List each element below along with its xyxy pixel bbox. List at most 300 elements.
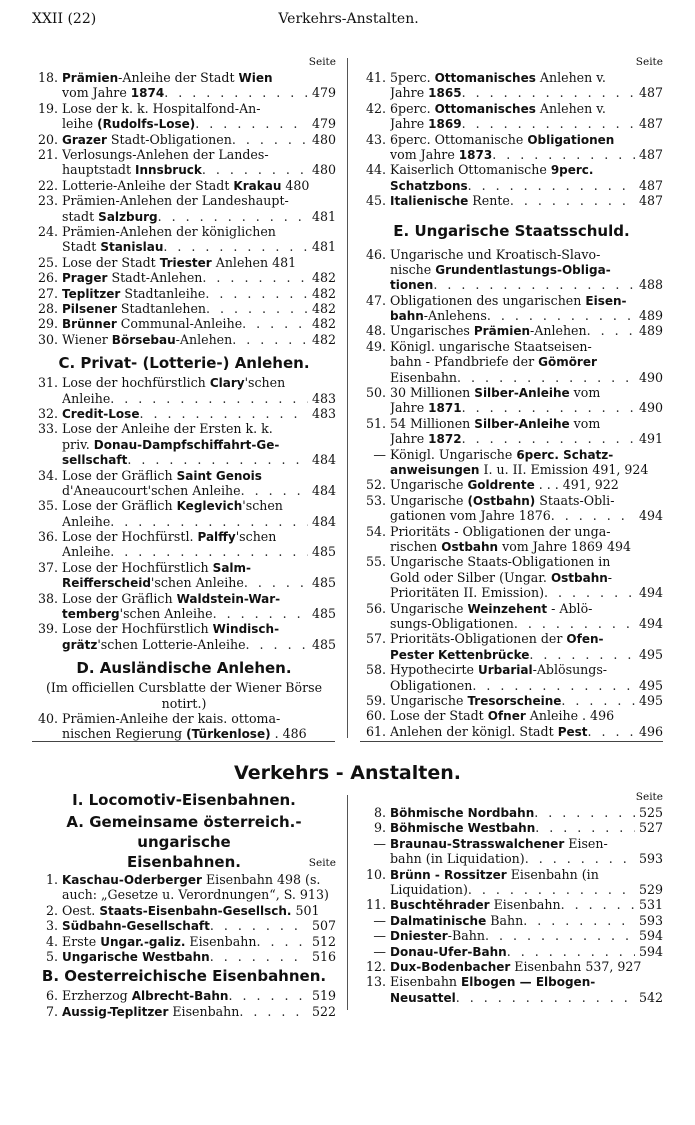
line-text: Pester Kettenbrücke [390,647,530,662]
entry-text [390,524,663,555]
list-item [360,805,663,820]
list-item [360,339,663,385]
list-item [360,601,663,632]
entry-text [62,286,336,301]
page-ref: 483 [311,390,336,406]
entry-number: 57. [365,631,386,647]
entry-number: 53. [365,492,386,508]
list-item [360,385,663,416]
entry-line [390,944,663,959]
entry-text [62,178,336,193]
entry-line [390,354,663,369]
entry-line [62,903,336,918]
leader-dots [551,508,635,523]
entry-number: 27. [37,285,58,301]
seite-label: Seite [308,857,336,869]
list-item [32,147,336,178]
leader-dots [587,323,635,338]
entry-text [390,447,663,478]
entry-line [390,70,663,85]
line-text: Kaiserlich Ottomanische 9perc. [390,162,594,178]
entry-line [62,301,336,316]
entry-number: 3. [45,918,58,934]
entry-number: 61. [365,723,386,739]
entry-list [32,711,336,742]
entry-line [62,637,336,652]
list-item [32,529,336,560]
leader-dots [514,616,635,631]
leader-dots [242,316,308,331]
list-item [32,918,336,933]
line-text: Obligationen [390,677,473,693]
line-text: Dux-Bodenbacher Eisenbahn 537, 927 [390,959,642,974]
list-item [360,820,663,835]
entry-list [32,375,336,652]
entry-number: 38. [37,590,58,606]
leader-dots [139,406,307,421]
entry-line [390,116,663,131]
entry-line [390,724,663,739]
line-text: gationen vom Jahre 1876 [390,508,551,524]
list-item [32,375,336,406]
leader-dots [246,637,308,652]
entry-number: 19. [37,100,58,116]
entry-number: — [373,835,386,851]
list-item [360,247,663,293]
line-text: nischen Regierung (Türkenlose) . 486 [62,726,307,742]
entry-text [390,867,663,898]
line-text: Lose der Hochfürstlich Salm- [62,559,252,575]
entry-text [62,903,336,918]
entry-text [62,1004,336,1019]
entry-line [62,85,336,100]
section-subtitle: (Im officiellen Cursblatte der Wiener Börse [45,680,323,696]
header-title: Verkehrs-Anstalten. [278,11,419,27]
entry-line [62,375,336,390]
entry-line [390,508,663,523]
entry-line [390,897,663,912]
line-text: Neusattel [390,990,456,1005]
entry-text [62,988,336,1003]
page-ref: 489 [638,308,663,324]
entry-line [62,421,336,436]
entry-text [62,872,336,903]
list-item [360,323,663,338]
entry-line [390,647,663,662]
line-text: Königl. Ungarische 6perc. Schatz- [390,446,614,462]
entry-line [390,101,663,116]
line-text: Lose der k. k. Hospitalfond-An- [62,100,261,116]
list-item [360,974,663,1005]
entry-text [390,693,663,708]
list-item [360,524,663,555]
line-text: Hypothecirte Urbarial-Ablösungs- [390,662,608,678]
entry-text [390,416,663,447]
entry-line [390,631,663,646]
list-item [32,286,336,301]
list-item [360,708,663,723]
line-text: Aussig-Teplitzer Eisenbahn [62,1003,240,1019]
line-text: bahn (in Liquidation) [390,851,525,867]
entry-number: 59. [365,692,386,708]
line-text: 30 Millionen Silber-Anleihe vom [390,385,601,401]
line-text: Teplitzer Stadtanleihe [62,285,206,301]
line-text: 5perc. Ottomanisches Anlehen v. [390,70,606,85]
entry-line [390,678,663,693]
entry-line [390,193,663,208]
entry-line [390,708,663,723]
entry-text [62,224,336,255]
entry-line [390,554,663,569]
entry-text [390,477,663,492]
list-item [360,132,663,163]
line-text: rischen Ostbahn vom Jahre 1869 494 [390,538,631,554]
list-item [32,101,336,132]
line-text: vom Jahre 1874 [62,85,165,101]
list-item [360,724,663,739]
page-ref: 527 [638,820,663,836]
entry-number: 48. [365,323,386,339]
page-ref: 480 [311,162,336,178]
leader-dots [228,988,307,1003]
page-ref: 488 [638,277,663,293]
line-text: Lose der Anleihe der Ersten k. k. [62,421,273,437]
entry-text [62,949,336,964]
entry-number: 4. [45,933,58,949]
line-text: Erste Ungar.-galiz. Eisenbahn [62,933,257,949]
entry-text [390,339,663,385]
page-ref: 487 [638,177,663,193]
line-text: stadt Salzburg [62,208,158,224]
page-ref: 482 [311,300,336,316]
leader-dots [507,944,635,959]
entry-text [390,554,663,600]
entry-line [62,162,336,177]
line-text: bahn-Anlehens [390,308,487,324]
page-ref: 525 [638,805,663,820]
leader-dots [206,301,308,316]
leader-dots [523,913,635,928]
entry-text [62,406,336,421]
leader-dots [210,949,308,964]
page-ref: 481 [311,239,336,255]
line-text: Jahre 1865 [390,85,462,101]
leader-dots [457,370,635,385]
entry-line [390,262,663,277]
entry-line [62,621,336,636]
entry-list [32,872,336,964]
leader-dots [468,178,635,193]
entry-number: — [373,446,386,462]
entry-line [62,1004,336,1019]
leader-dots [205,286,308,301]
entry-text [62,918,336,933]
entry-number: 34. [37,467,58,483]
leader-dots [202,270,308,285]
entry-line [390,851,663,866]
section-rule-right [360,741,663,742]
section-heading: Eisenbahnen. [127,853,241,871]
leader-dots [232,132,308,147]
leader-dots [485,928,635,943]
line-text: Dalmatinische Bahn [390,912,524,928]
entry-number: 6. [45,988,58,1004]
entry-number: 2. [45,902,58,918]
entry-line [390,147,663,162]
entry-number: 54. [365,523,386,539]
leader-dots [433,277,635,292]
line-text: Gold oder Silber (Ungar. Ostbahn- [390,569,613,585]
entry-line [62,132,336,147]
entry-text [390,820,663,835]
leader-dots [588,724,635,739]
list-item [32,468,336,499]
entry-number: 28. [37,300,58,316]
entry-line [390,836,663,851]
entry-line [390,293,663,308]
entry-line [390,601,663,616]
entry-number: 24. [37,223,58,239]
page-ref: 485 [311,606,336,622]
entry-line [62,483,336,498]
entry-text [390,897,663,912]
column-4 [360,790,663,1005]
line-text: Ungarische Weinzehent - Ablö- [390,600,593,616]
line-text: Lose der Gräflich Waldstein-War- [62,590,281,606]
page-ref: 485 [311,544,336,560]
entry-number: 50. [365,385,386,401]
entry-line [62,209,336,224]
entry-number: 13. [365,974,386,990]
page-ref: 483 [311,405,336,421]
entry-number: 51. [365,415,386,431]
page-ref: 482 [311,316,336,332]
list-item [360,193,663,208]
list-item [32,255,336,270]
leader-dots [244,575,308,590]
list-item [360,662,663,693]
entry-line [390,493,663,508]
entry-number: 11. [365,897,386,913]
list-item [32,949,336,964]
running-header [32,8,665,30]
entry-text [62,711,336,742]
page-ref: 489 [638,323,663,339]
entry-text [62,621,336,652]
leader-dots [127,452,308,467]
page-ref: 495 [638,692,663,708]
entry-line [62,239,336,254]
leader-dots [544,585,635,600]
line-text: Eisenbahn Elbogen — Elbogen- [390,974,596,990]
line-text: temberg'schen Anleihe [62,606,213,622]
entry-text [62,255,336,270]
page-ref: 491 [638,431,663,447]
entry-number: 23. [37,193,58,209]
page-ref: 494 [638,615,663,631]
entry-line [62,988,336,1003]
list-item [360,959,663,974]
entry-line [62,575,336,590]
entry-number: 10. [365,866,386,882]
entry-line [390,323,663,338]
list-item [360,836,663,867]
entry-number: 36. [37,529,58,545]
page-ref: 484 [311,513,336,529]
line-text: Kaschau-Oderberger Eisenbahn 498 (s. [62,872,321,887]
entry-line [390,693,663,708]
line-text: Böhmische Nordbahn [390,806,535,820]
entry-text [390,631,663,662]
entry-line [390,882,663,897]
list-item [360,162,663,193]
entry-line [390,867,663,882]
entry-line [62,391,336,406]
line-text: Braunau-Strasswalchener Eisen- [390,835,608,851]
line-text: Erzherzog Albrecht-Bahn [62,988,229,1004]
entry-number: 21. [37,146,58,162]
page-ref: 479 [311,85,336,101]
list-item [360,493,663,524]
leader-dots [462,431,635,446]
entry-text [390,662,663,693]
page-ref: 594 [638,943,663,959]
line-text: 6perc. Ottomanische Obligationen [390,131,615,147]
list-item [360,693,663,708]
section-subtitle: notirt.) [161,695,207,711]
entry-line [62,101,336,116]
entry-text [390,959,663,974]
page-ref: 482 [311,331,336,347]
entry-number: 60. [365,708,386,724]
page-ref: 496 [638,723,663,739]
page-ref: 484 [311,482,336,498]
line-text: Prioritäten II. Emission) [390,585,545,601]
entry-line [62,316,336,331]
line-text: hauptstadt Innsbruck [62,162,202,178]
entry-line [62,178,336,193]
entry-line [390,820,663,835]
leader-dots [456,990,635,1005]
leader-dots [561,693,635,708]
line-text: Prämien-Anleihe der Stadt Wien [62,70,273,85]
line-text: Anlehen der königl. Stadt Pest [390,723,588,739]
list-item [32,270,336,285]
entry-number: 26. [37,270,58,286]
line-text: Südbahn-Gesellschaft [62,919,210,934]
section-heading: C. Privat- (Lotterie-) Anlehen. [58,354,310,373]
line-text: Ungarische Goldrente . . . 491, 922 [390,477,619,493]
line-text: Wiener Börsebau-Anlehen [62,331,233,347]
line-text: Donau-Ufer-Bahn [390,944,507,959]
entry-text [390,132,663,163]
entry-line [62,452,336,467]
line-text: Königl. ungarische Staatseisen- [390,338,592,354]
line-text: Ungarische (Ostbahn) Staats-Obli- [390,492,615,508]
leader-dots [561,897,635,912]
page-ref: 512 [311,933,336,949]
list-item [32,132,336,147]
entry-number: 8. [373,805,386,820]
line-text: Italienische Rente [390,193,510,209]
leader-dots [487,308,635,323]
entry-text [390,944,663,959]
entry-line [62,934,336,949]
entry-text [62,301,336,316]
line-text: sungs-Obligationen [390,615,514,631]
list-item [32,1004,336,1019]
entry-line [62,193,336,208]
list-item [32,406,336,421]
entry-line [390,974,663,989]
leader-dots [164,85,308,100]
entry-line [390,959,663,974]
page-ref: 495 [638,646,663,662]
page-ref: 507 [311,918,336,934]
line-text: Prager Stadt-Anlehen [62,270,203,286]
page-ref: 495 [638,677,663,693]
leader-dots [239,1004,308,1019]
line-text: Anleihe [62,513,111,529]
entry-text [390,836,663,867]
leader-dots [110,544,308,559]
entry-text [62,270,336,285]
list-item [360,293,663,324]
line-text: Oest. Staats-Eisenbahn-Gesellsch. 501 [62,902,320,918]
entry-number: 40. [37,711,58,727]
seite-label: Seite [635,791,663,803]
leader-dots [510,193,635,208]
leader-dots [492,147,635,162]
page-ref: 485 [311,636,336,652]
entry-text [390,101,663,132]
entry-text [390,805,663,820]
entry-list [32,70,336,347]
line-text: Lotterie-Anleihe der Stadt Krakau 480 [62,177,310,193]
entry-number: — [373,943,386,959]
entry-text [62,468,336,499]
section-heading: I. Locomotiv-Eisenbahnen. [72,791,296,809]
line-text: Jahre 1869 [390,116,462,132]
entry-line [390,370,663,385]
entry-line [62,514,336,529]
page-ref: 494 [638,508,663,524]
line-text: Anleihe [62,390,111,406]
line-text: 6perc. Ottomanisches Anlehen v. [390,100,606,116]
entry-line [390,570,663,585]
entry-line [390,385,663,400]
line-text: tionen [390,278,434,293]
page-ref: 487 [638,193,663,209]
list-item [32,301,336,316]
entry-line [390,928,663,943]
entry-line [62,255,336,270]
entry-line [390,277,663,292]
line-text: Ungarisches Prämien-Anlehen [390,323,587,339]
entry-text [390,601,663,632]
page-ref: 542 [638,989,663,1005]
entry-text [390,708,663,723]
leader-dots [534,805,635,820]
entry-line [62,949,336,964]
line-text: nische Grundentlastungs-Obliga- [390,261,611,277]
leader-dots [110,391,308,406]
entry-number: — [373,912,386,928]
leader-dots [158,209,308,224]
list-item [32,421,336,467]
entry-line [62,498,336,513]
entry-number: 37. [37,559,58,575]
